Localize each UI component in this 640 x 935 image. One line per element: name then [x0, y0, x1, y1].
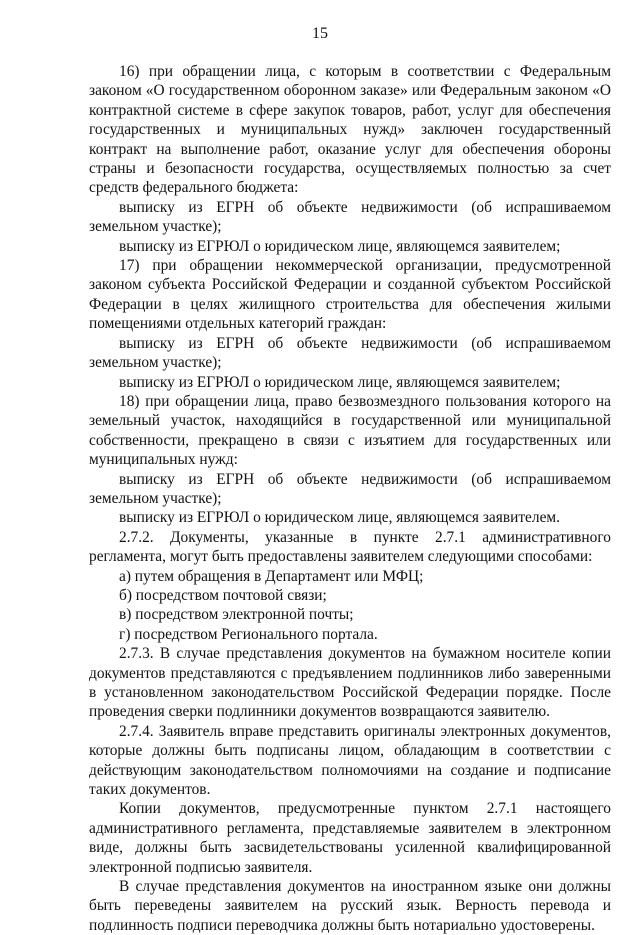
paragraph-foreign-language: В случае представления документов на иностранном языке они должны быть переведены заявителем на русский язык. Верность перевода и подлинность подписи переводчика должны быть нотариально удостоверены.: [89, 878, 611, 934]
paragraph-2-7-2: 2.7.2. Документы, указанные в пункте 2.7.1 административного регламента, могут быть предоставлены заявителем следующими способами:: [89, 528, 611, 566]
paragraph-2-7-3: 2.7.3. В случае представления документов на бумажном носителе копии документов представляются с предъявлением подлинников либо заверенными в установленном законодательством Российской Федерации порядке. После проведения сверки подлинники документов возвращаются заявителю.: [89, 645, 611, 721]
paragraph-egrn-extract: выписку из ЕГРН об объекте недвижимости (об испрашиваемом земельном участке);: [89, 198, 611, 236]
list-item-b: б) посредством почтовой связи;: [119, 586, 327, 604]
paragraph-egrul-extract: выписку из ЕГРЮЛ о юридическом лице, являющемся заявителем;: [119, 237, 561, 255]
paragraph-egrn-extract: выписку из ЕГРН об объекте недвижимости (об испрашиваемом земельном участке);: [89, 334, 611, 372]
paragraph-egrn-extract: выписку из ЕГРН об объекте недвижимости (об испрашиваемом земельном участке);: [89, 470, 611, 507]
list-item-v: в) посредством электронной почты;: [119, 606, 354, 624]
paragraph-egrul-extract: выписку из ЕГРЮЛ о юридическом лице, являющемся заявителем.: [119, 509, 560, 527]
document-body: [89, 62, 611, 935]
paragraph-18: 18) при обращении лица, право безвозмездного пользования которого на земельный участок, находящийся в государственной или муниципальной собственности, прекращено в связи с изъятием для государственных или муниципальных нужд:: [89, 392, 611, 469]
paragraph-copies: Копии документов, предусмотренные пунктом 2.7.1 настоящего административного регламента, представляемые заявителем в электронном виде, должны быть засвидетельствованы усиленной квалифицированной электронной подписью заявителя.: [89, 800, 611, 876]
list-item-g: г) посредством Регионального портала.: [119, 625, 378, 643]
list-item-a: а) путем обращения в Департамент или МФЦ;: [119, 567, 424, 585]
paragraph-17: 17) при обращении некоммерческой организации, предусмотренной законом субъекта Российской Федерации и созданной субъектом Российской Федерации в целях жилищного строительства для обеспечения жилыми помещениями отдельных категорий граждан:: [89, 257, 611, 333]
page-number: 15: [312, 25, 328, 42]
paragraph-16: 16) при обращении лица, с которым в соответствии с Федеральным законом «О государственном оборонном заказе» или Федеральным законом «О контрактной системе в сфере закупок товаров, работ, услуг для обеспечения государственных и муниципальных нужд» заключен государственный контракт на выполнение работ, оказание услуг для обеспечения обороны страны и безопасности государства, осуществляемых полностью за счет средств федерального бюджета:: [89, 63, 611, 197]
paragraph-egrul-extract: выписку из ЕГРЮЛ о юридическом лице, являющемся заявителем;: [119, 373, 561, 391]
paragraph-2-7-4: 2.7.4. Заявитель вправе представить оригиналы электронных документов, которые должны быть подписаны лицом, обладающим в соответствии с действующим законодательством полномочиями на создание и подписание таких документов.: [89, 722, 611, 799]
